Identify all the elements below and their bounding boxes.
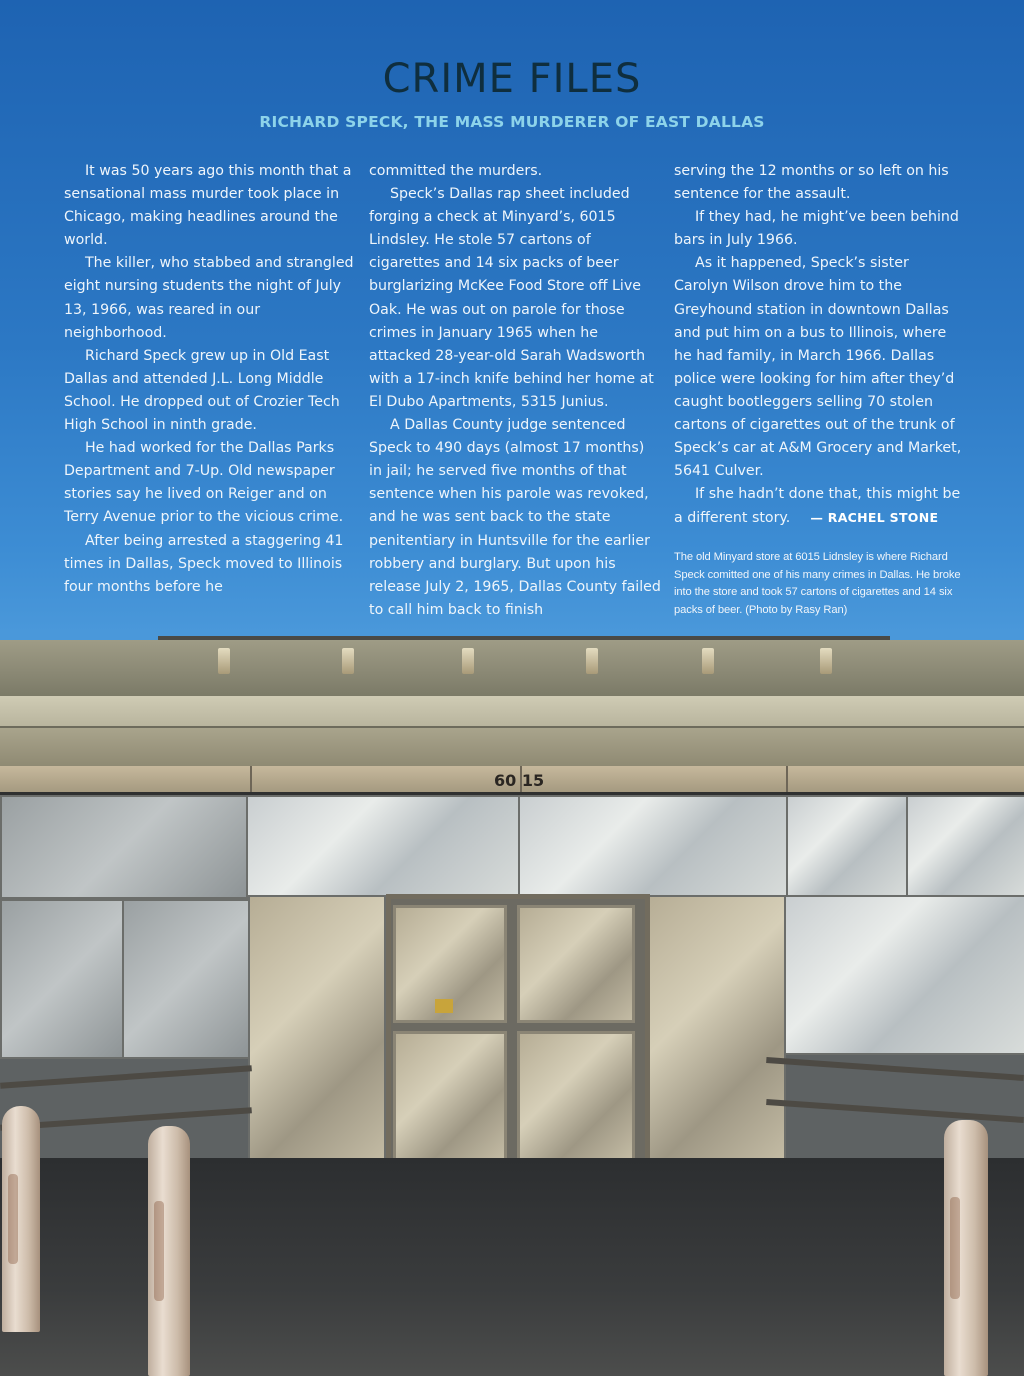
paragraph: It was 50 years ago this month that a sensational mass murder took place in Chicago, making headlines around the world.: [64, 163, 352, 249]
plywood-panel: [906, 795, 1024, 899]
paragraph: The killer, who stabbed and strangled eight nursing students the night of July 13, 1966, was reared in our neighborhood.: [64, 255, 354, 341]
byline: — RACHEL STONE: [810, 510, 939, 526]
roof-light: [820, 648, 832, 674]
bollard: [2, 1106, 40, 1332]
plywood-panel: [518, 795, 788, 899]
paragraph: [674, 483, 964, 530]
beam-seam: [786, 766, 788, 792]
door-glass-panel: [517, 1031, 635, 1161]
plywood-panel: [644, 895, 786, 1161]
article-column-1: [64, 160, 356, 599]
plywood-panel: [248, 895, 386, 1161]
paragraph: serving the 12 months or so left on his sentence for the assault.: [674, 163, 949, 203]
roof-light: [342, 648, 354, 674]
paragraph: Richard Speck grew up in Old East Dallas and attended J.L. Long Middle School. He dropped out of Crozier Tech High School in ninth grade.: [64, 347, 340, 434]
paragraph: committed the murders.: [369, 163, 543, 179]
store-number: 60 15: [494, 771, 545, 790]
paragraph: After being arrested a staggering 41 times in Dallas, Speck moved to Illinois four months before he: [64, 532, 344, 595]
page-title: CRIME FILES: [382, 56, 642, 102]
photo-caption: The old Minyard store at 6015 Lidnsley is where Richard Speck comitted one of his many crimes in Dallas. He broke into the store and took 57 cartons of cigarettes and 14 six packs of beer. (Photo by Rasy Ran): [674, 551, 961, 616]
roof-light: [218, 648, 230, 674]
storefront-door: [386, 894, 650, 1172]
article-column-2: [369, 160, 661, 622]
plywood-panel: [784, 895, 1024, 1055]
bollard: [148, 1126, 190, 1376]
plywood-panel: [0, 795, 248, 899]
roof-light: [462, 648, 474, 674]
roof-parapet: [0, 640, 1024, 696]
plywood-panel: [786, 795, 908, 899]
door-glass-panel: [393, 1031, 507, 1161]
page-subtitle: RICHARD SPECK, THE MASS MURDERER OF EAST DALLAS: [259, 113, 765, 131]
bollard: [944, 1120, 988, 1376]
storefront-photo: [0, 636, 1024, 1376]
plywood-panel: [0, 899, 124, 1059]
article-column-3: [674, 160, 964, 531]
paragraph-text: If she hadn’t done that, this might be a different story.: [674, 486, 961, 527]
door-sign: [435, 999, 453, 1013]
paragraph: He had worked for the Dallas Parks Department and 7-Up. Old newspaper stories say he lived on Reiger and on Terry Avenue prior to the vicious crime.: [64, 440, 344, 526]
roof-light: [702, 648, 714, 674]
paragraph: As it happened, Speck’s sister Carolyn Wilson drove him to the Greyhound station in downtown Dallas and put him on a bus to Illinois, where he had family, in March 1966. Dallas police were looking for him after they’d caught bootleggers selling 70 stolen cartons of cigarettes out of the trunk of Speck’s car at A&M Grocery and Market, 5641 Culver.: [674, 255, 962, 480]
roof-light: [586, 648, 598, 674]
beam-seam: [250, 766, 252, 792]
awning-underside: [0, 728, 1024, 766]
door-glass-panel: [517, 905, 635, 1023]
paragraph: If they had, he might’ve been behind bars in July 1966.: [674, 209, 959, 249]
paragraph: A Dallas County judge sentenced Speck to 490 days (almost 17 months) in jail; he served five months of that sentence when his parole was revoked, and he was sent back to the state penitentiary in Huntsville for the earlier robbery and burglary. But upon his release July 2, 1965, Dallas County failed to call him back to finish: [369, 417, 661, 618]
plywood-panel: [246, 795, 520, 899]
awning-fascia: [0, 696, 1024, 728]
paragraph: Speck’s Dallas rap sheet included forging a check at Minyard’s, 6015 Lindsley. He stole 57 cartons of cigarettes and 14 six packs of beer burglarizing McKee Food Store off Live Oak. He was out on parole for those crimes in January 1965 when he attacked 28-year-old Sarah Wadsworth with a 17-inch knife behind her home at El Dubo Apartments, 5315 Junius.: [369, 186, 654, 410]
plywood-panel: [122, 899, 250, 1059]
